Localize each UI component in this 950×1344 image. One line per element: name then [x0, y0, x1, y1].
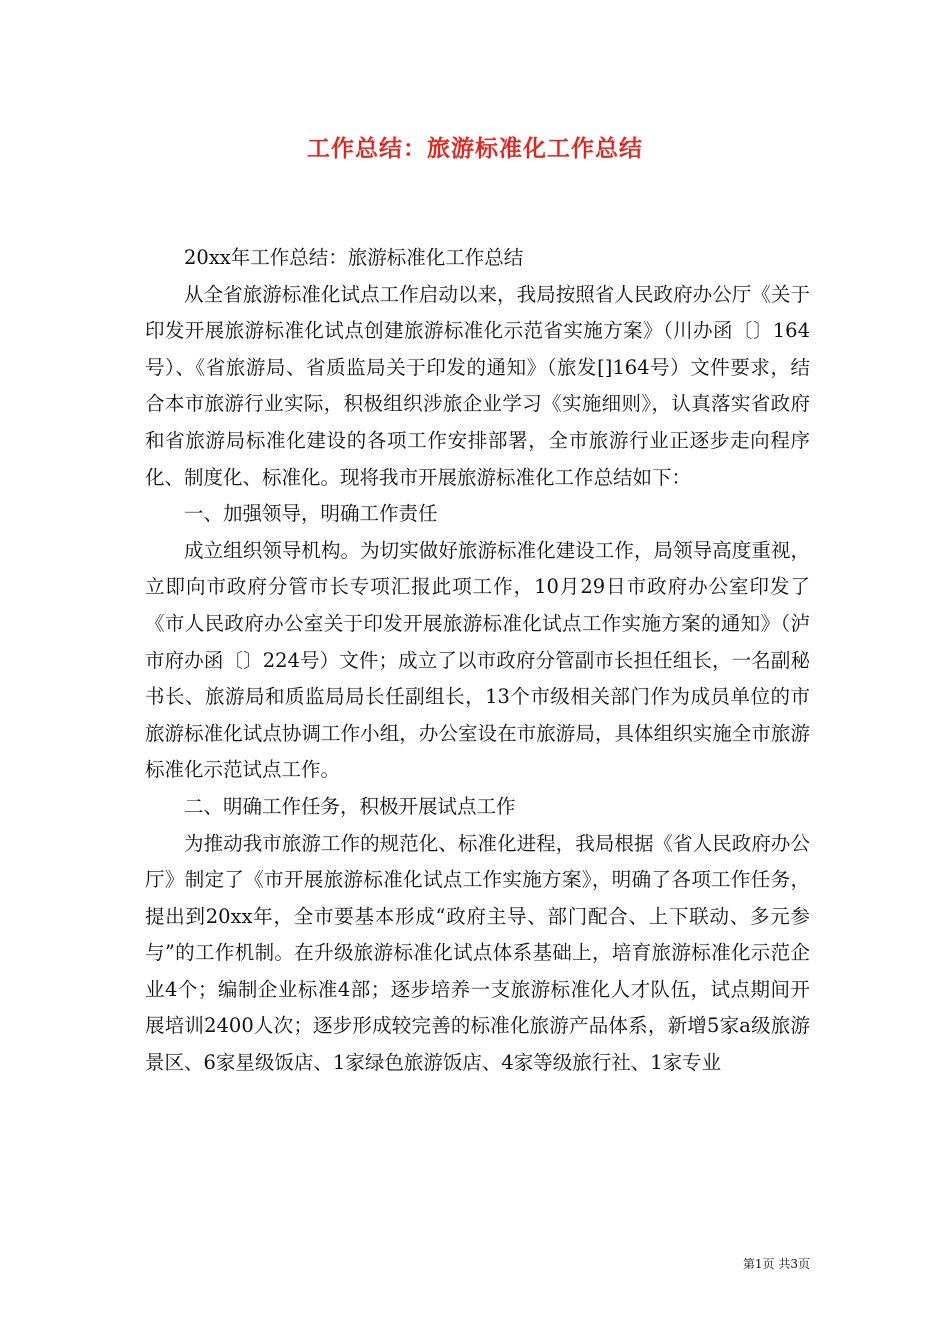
paragraph-heading-year: 20xx年工作总结：旅游标准化工作总结: [184, 246, 524, 269]
paragraph-section-2: 为推动我市旅游工作的规范化、标准化进程，我局根据《省人民政府办公厅》制定了《市开展旅游标准化试点工作实施方案》，明确了各项工作任务，提出到20xx年，全市要基本形成“政府主导、部门配合、上下联动、多元参与”的工作机制。在升级旅游标准化试点体系基础上，培育旅游标准化示范企业4个；编制企业标准4部；逐步培养一支旅游标准化人才队伍，试点期间开展培训2400人次；逐步形成较完善的标准化旅游产品体系，新增5家a级旅游景区、6家星级饭店、1家绿色旅游饭店、4家等级旅行社、1家专业: [145, 831, 810, 1075]
section-heading-2: 二、明确工作任务，积极开展试点工作: [184, 794, 516, 818]
document-title: 工作总结：旅游标准化工作总结: [307, 135, 643, 162]
section-heading-1: 一、加强领导，明确工作责任: [184, 502, 438, 526]
paragraph-section-1: 成立组织领导机构。为切实做好旅游标准化建设工作，局领导高度重视，立即向市政府分管市长专项汇报此项工作，10月29日市政府办公室印发了《市人民政府办公室关于印发开展旅游标准化试点工作实施方案的通知》（泸市府办函〔〕224号）文件；成立了以市政府分管副市长担任组长，一名副秘书长、旅游局和质监局局长任副组长，13个市级相关部门作为成员单位的市旅游标准化试点协调工作小组，办公室设在市旅游局，具体组织实施全市旅游标准化示范试点工作。: [145, 538, 810, 782]
document-body: [145, 240, 810, 1082]
paragraph-intro: 从全省旅游标准化试点工作启动以来，我局按照省人民政府办公厅《关于印发开展旅游标准化试点创建旅游标准化示范省实施方案》（川办函〔〕164号）、《省旅游局、省质监局关于印发的通知》（旅发[]164号）文件要求，结合本市旅游行业实际，积极组织涉旅企业学习《实施细则》，认真落实省政府和省旅游局标准化建设的各项工作安排部署，全市旅游行业正逐步走向程序化、制度化、标准化。现将我市开展旅游标准化工作总结如下：: [145, 282, 810, 489]
page-number: 第1页 共3页: [742, 1257, 810, 1271]
